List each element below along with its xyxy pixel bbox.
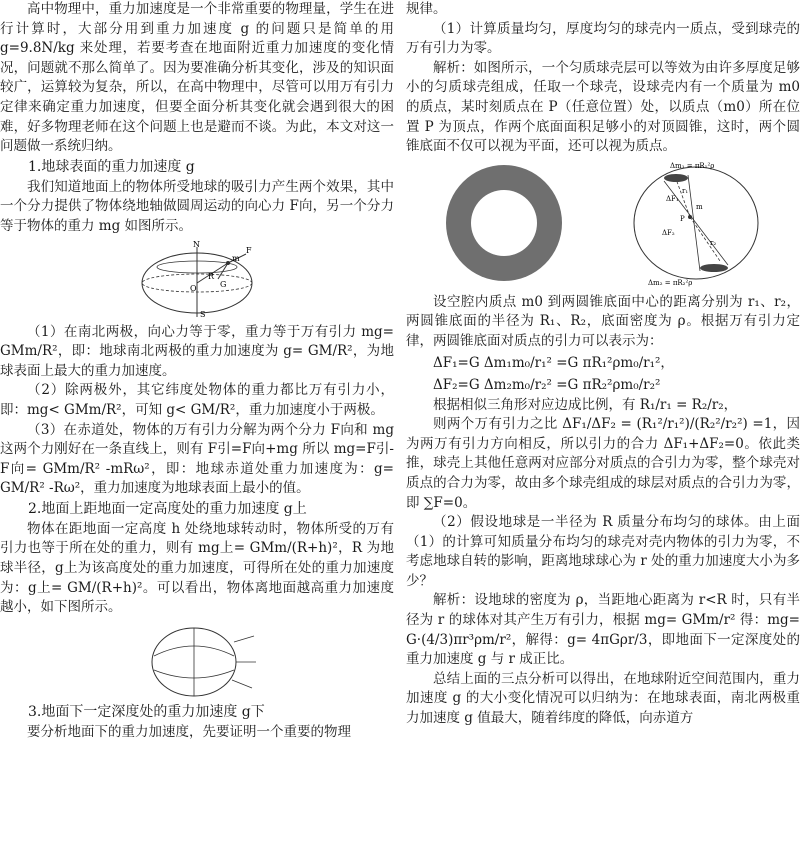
section-3-text: 要分析地面下的重力加速度，先要证明一个重要的物理 — [27, 723, 351, 740]
label-s: S — [200, 309, 206, 319]
section-3-title: 3.地面下一定深度处的重力加速度 g下 — [28, 703, 265, 720]
label-f: F — [246, 245, 252, 255]
height-gravity-figure — [0, 622, 394, 698]
shell-analysis: 解析：如图所示，一个匀质球壳层可以等效为由许多厚度足够小的匀质球壳组成，任取一个球壳，设球壳内有一个质量为 m0 的质点，某时刻质点在 P（任意位置）处，以质点（m0）所在位置 P 为顶点，作两个底面面积足够小的对顶圆锥，这时，两个圆锥底面不仅可以视为平面，还可以视为质点。 — [406, 59, 800, 155]
label-p: P — [680, 214, 685, 223]
earth-gravity-figure — [0, 241, 394, 319]
label-r2: r₂ — [710, 238, 717, 247]
shell-figures — [406, 161, 800, 289]
section-2-text: 物体在距地面一定高度 h 处绕地球转动时，物体所受的万有引力也等于所在处的重力，则有 mg上= GMm/(R+h)²，R 为地球半径，g上为该高度处的重力加速度，可得所在处的重力加速度为：g上= GM/(R+h)²。可以看出，物体离地面越高重力加速度越小，如下图所示。 — [0, 520, 394, 616]
setup-paragraph: 设空腔内质点 m0 到两圆锥底面中心的距离分别为 r₁、r₂，两圆锥底面的半径为 R₁、R₂，底面密度为 ρ。根据万有引力定律，两圆锥底面对质点的引力可以表示为： — [406, 293, 800, 349]
label-n: N — [193, 240, 200, 249]
label-r: R — [208, 271, 215, 281]
label-dm1: Δm₁ = πR₁²ρ — [670, 161, 715, 170]
label-dm2: Δm₂ = πR₂²ρ — [648, 278, 693, 287]
section-2-title: 2.地面上距地面一定高度处的重力加速度 g上 — [28, 500, 307, 517]
equation-2: ΔF₂=G Δm₂m₀/r₂² =G πR₂²ρm₀/r₂² — [433, 376, 661, 393]
shell-claim: （1）计算质量均匀，厚度均匀的球壳内一质点，受到球壳的万有引力为零。 — [406, 20, 800, 57]
right-column — [406, 0, 800, 856]
label-df1: ΔF₁ — [666, 194, 679, 203]
label-o: O — [190, 283, 197, 293]
intro-paragraph: 高中物理中，重力加速度是一个非常重要的物理量，学生在进行计算时，大部分用到重力加速度 g 的问题只是简单的用 g=9.8N/kg 来处理，若要考查在地面附近重力加速度的变化情况，问题就不那么简单了。因为要准确分析其变化，涉及的知识面较广，运算较为复杂，所以，在高中物理中，尽管可以用万有引力定律来确定重力加速度，但要全面分析其变化就会遇到很大的困难，好多物理老师在这个问题上也是避而不谈。为此，本文对这一问题做一系统归纳。 — [0, 1, 394, 155]
label-m: m — [232, 253, 240, 263]
label-df2: ΔF₂ — [662, 228, 675, 237]
force-ratio: 则两个万有引力之比 ΔF₁/ΔF₂ = (R₁²/r₁²)/(R₂²/r₂²) =1，因为两万有引力方向相反，所以引力的合力 ΔF₁+ΔF₂=0。依此类推，球壳上其他任意两对应部分对质点的合引力为零，整个球壳对质点的合力为零，故由多个球壳组成的球层对质点的合引力为零，即 ∑F=0。 — [406, 416, 800, 511]
label-r1: r₁ — [682, 186, 689, 195]
section-1-text: 我们知道地面上的物体所受地球的吸引力产生两个效果，其中一个分力提供了物体绕地轴做圆周运动的向心力 F向，另一个分力等于物体的重力 mg 如图所示。 — [0, 178, 394, 234]
left-column — [0, 0, 394, 856]
section-1-point-3: （3）在赤道处，物体的万有引力分解为两个分力 F向和 mg 这两个力刚好在一条直线上，则有 F引=F向+mg 所以 mg=F引-F向= GMm/R² -mRω²，即：地球赤道处重力加速度为：g= GM/R² -Rω²，重力加速度为地球表面上最小的值。 — [0, 421, 394, 497]
section-1-title: 1.地球表面的重力加速度 g — [28, 158, 195, 175]
equation-1: ΔF₁=G Δm₁m₀/r₁² =G πR₁²ρm₀/r₁²， — [433, 354, 674, 371]
summary-paragraph: 总结上面的三点分析可以得出，在地球附近空间范围内，重力加速度 g 的大小变化情况可以归纳为：在地球表面，南北两极重力加速度 g 值最大，随着纬度的降低，向赤道方 — [406, 670, 800, 727]
depth-analysis: 解析：设地球的密度为 ρ，当距地心距离为 r<R 时，只有半径为 r 的球体对其产生万有引力，根据 mg= GMm/r² 得：mg= G·(4/3)πr³ρm/r²，解得：g= 4πGρr/3，即地面下一定深度处的重力加速度 g 与 r 成正比。 — [406, 592, 800, 668]
section-1-point-2: （2）除两极外，其它纬度处物体的重力都比万有引力小，即：mg< GMm/R²，可知 g< GM/R²，重力加速度小于两极。 — [0, 382, 394, 418]
label-g: G — [220, 279, 227, 289]
label-m: m — [696, 202, 703, 211]
uniform-sphere-question: （2）假设地球是一半径为 R 质量分布均匀的球体。由上面（1）的计算可知质量分布均匀的球壳对壳内物体的引力为零，不考虑地球自转的影响，距离地球球心为 r 处的重力加速度大小为多少？ — [406, 514, 800, 589]
similar-triangles: 根据相似三角形对应边成比例，有 R₁/r₁ = R₂/r₂， — [433, 396, 738, 413]
section-1-point-1: （1）在南北两极，向心力等于零，重力等于万有引力 mg= GMm/R²，即：地球南北两极的重力加速度为 g= GM/R²，为地球表面上最大的重力加速度。 — [0, 323, 394, 379]
continued-text: 规律。 — [406, 1, 447, 17]
